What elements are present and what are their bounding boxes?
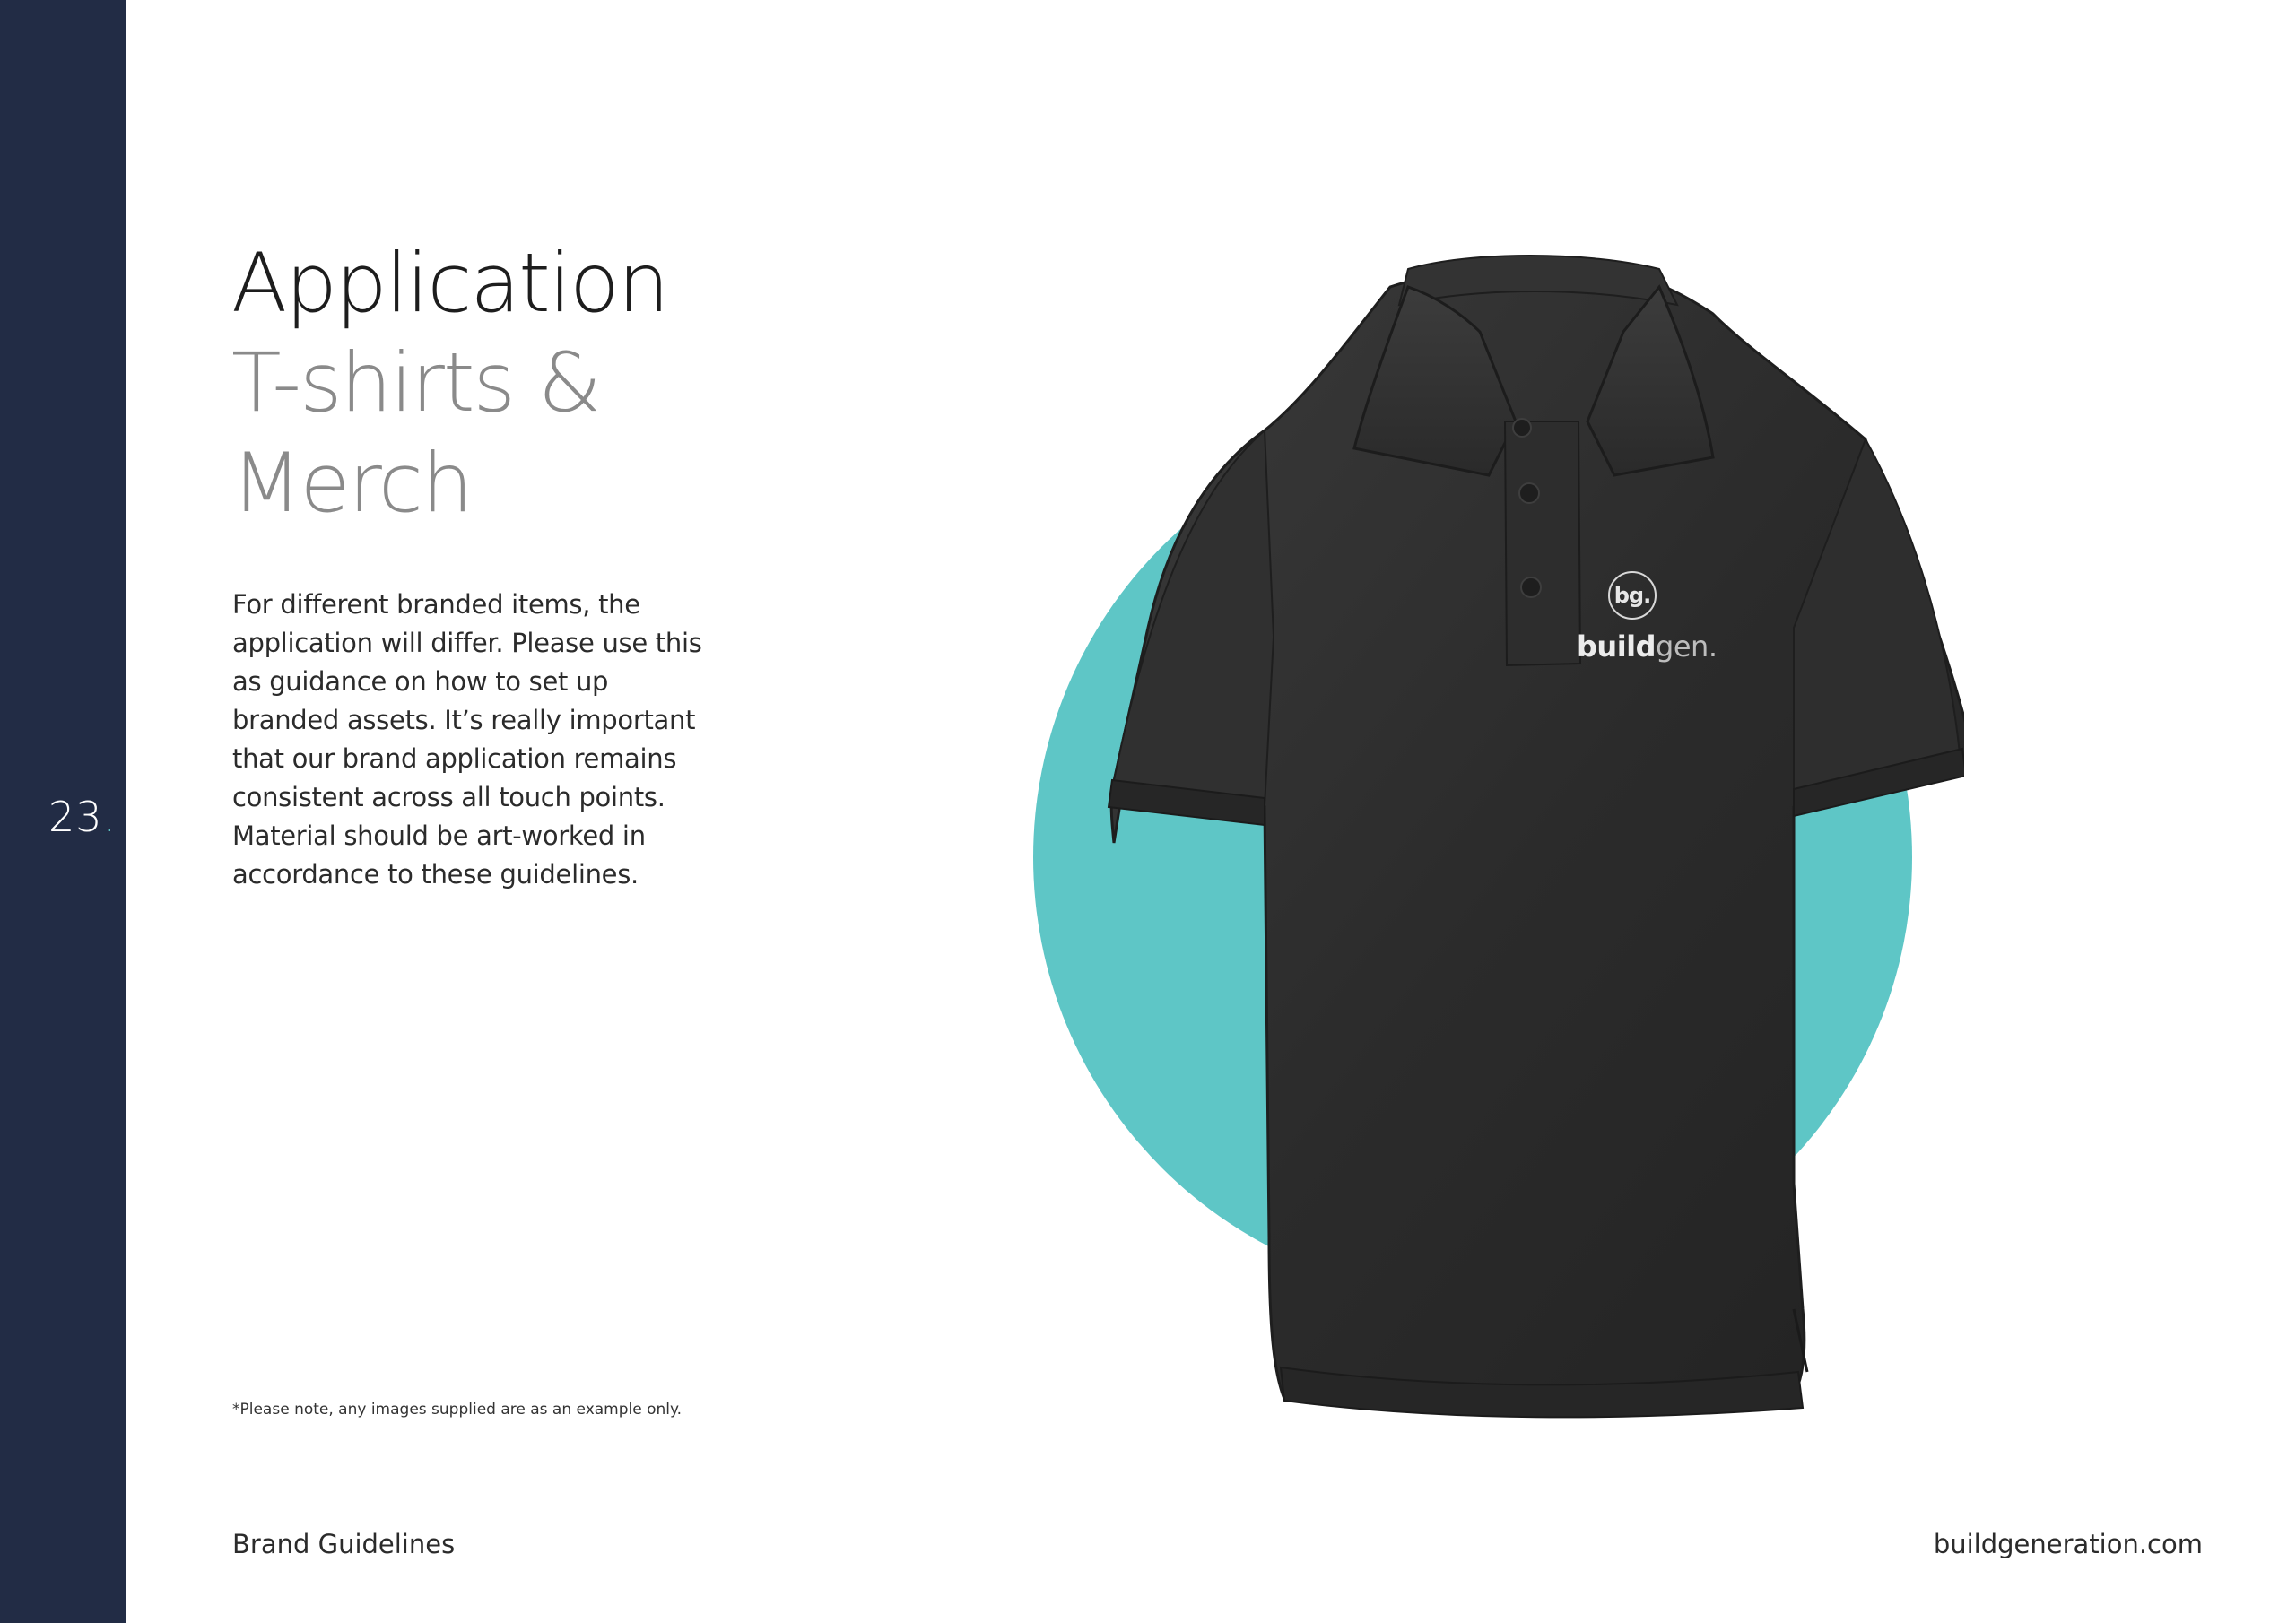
polo-shirt-image [1085,251,1964,1426]
title-block [231,235,770,534]
page-number-dot: . [102,793,117,841]
footer-website: buildgeneration.com [1933,1529,2203,1559]
page-subtitle-line-1: T-shirts & [231,336,600,430]
page-subtitle-line-2: Merch [231,437,472,531]
sidebar-bar [0,0,126,1623]
page-number-value: 23 [48,793,103,841]
shirt-logo-word-light: gen. [1656,629,1718,664]
body-paragraph: For different branded items, the application will differ. Please use this as guidance on how to set up branded assets. It’s really important that our brand application remains consistent across all touch points. Material should be art-worked in accordance to these guidelines. [232,589,702,890]
footer-document-title: Brand Guidelines [232,1529,456,1559]
shirt-logo-monogram: bg. [1608,571,1657,620]
footnote: *Please note, any images supplied are as an example only. [232,1401,683,1419]
page-title: Application [231,237,668,331]
shirt-logo-wordmark [1577,629,1717,664]
shirt-logo-word-bold: build [1577,629,1657,664]
page-number [48,793,117,841]
